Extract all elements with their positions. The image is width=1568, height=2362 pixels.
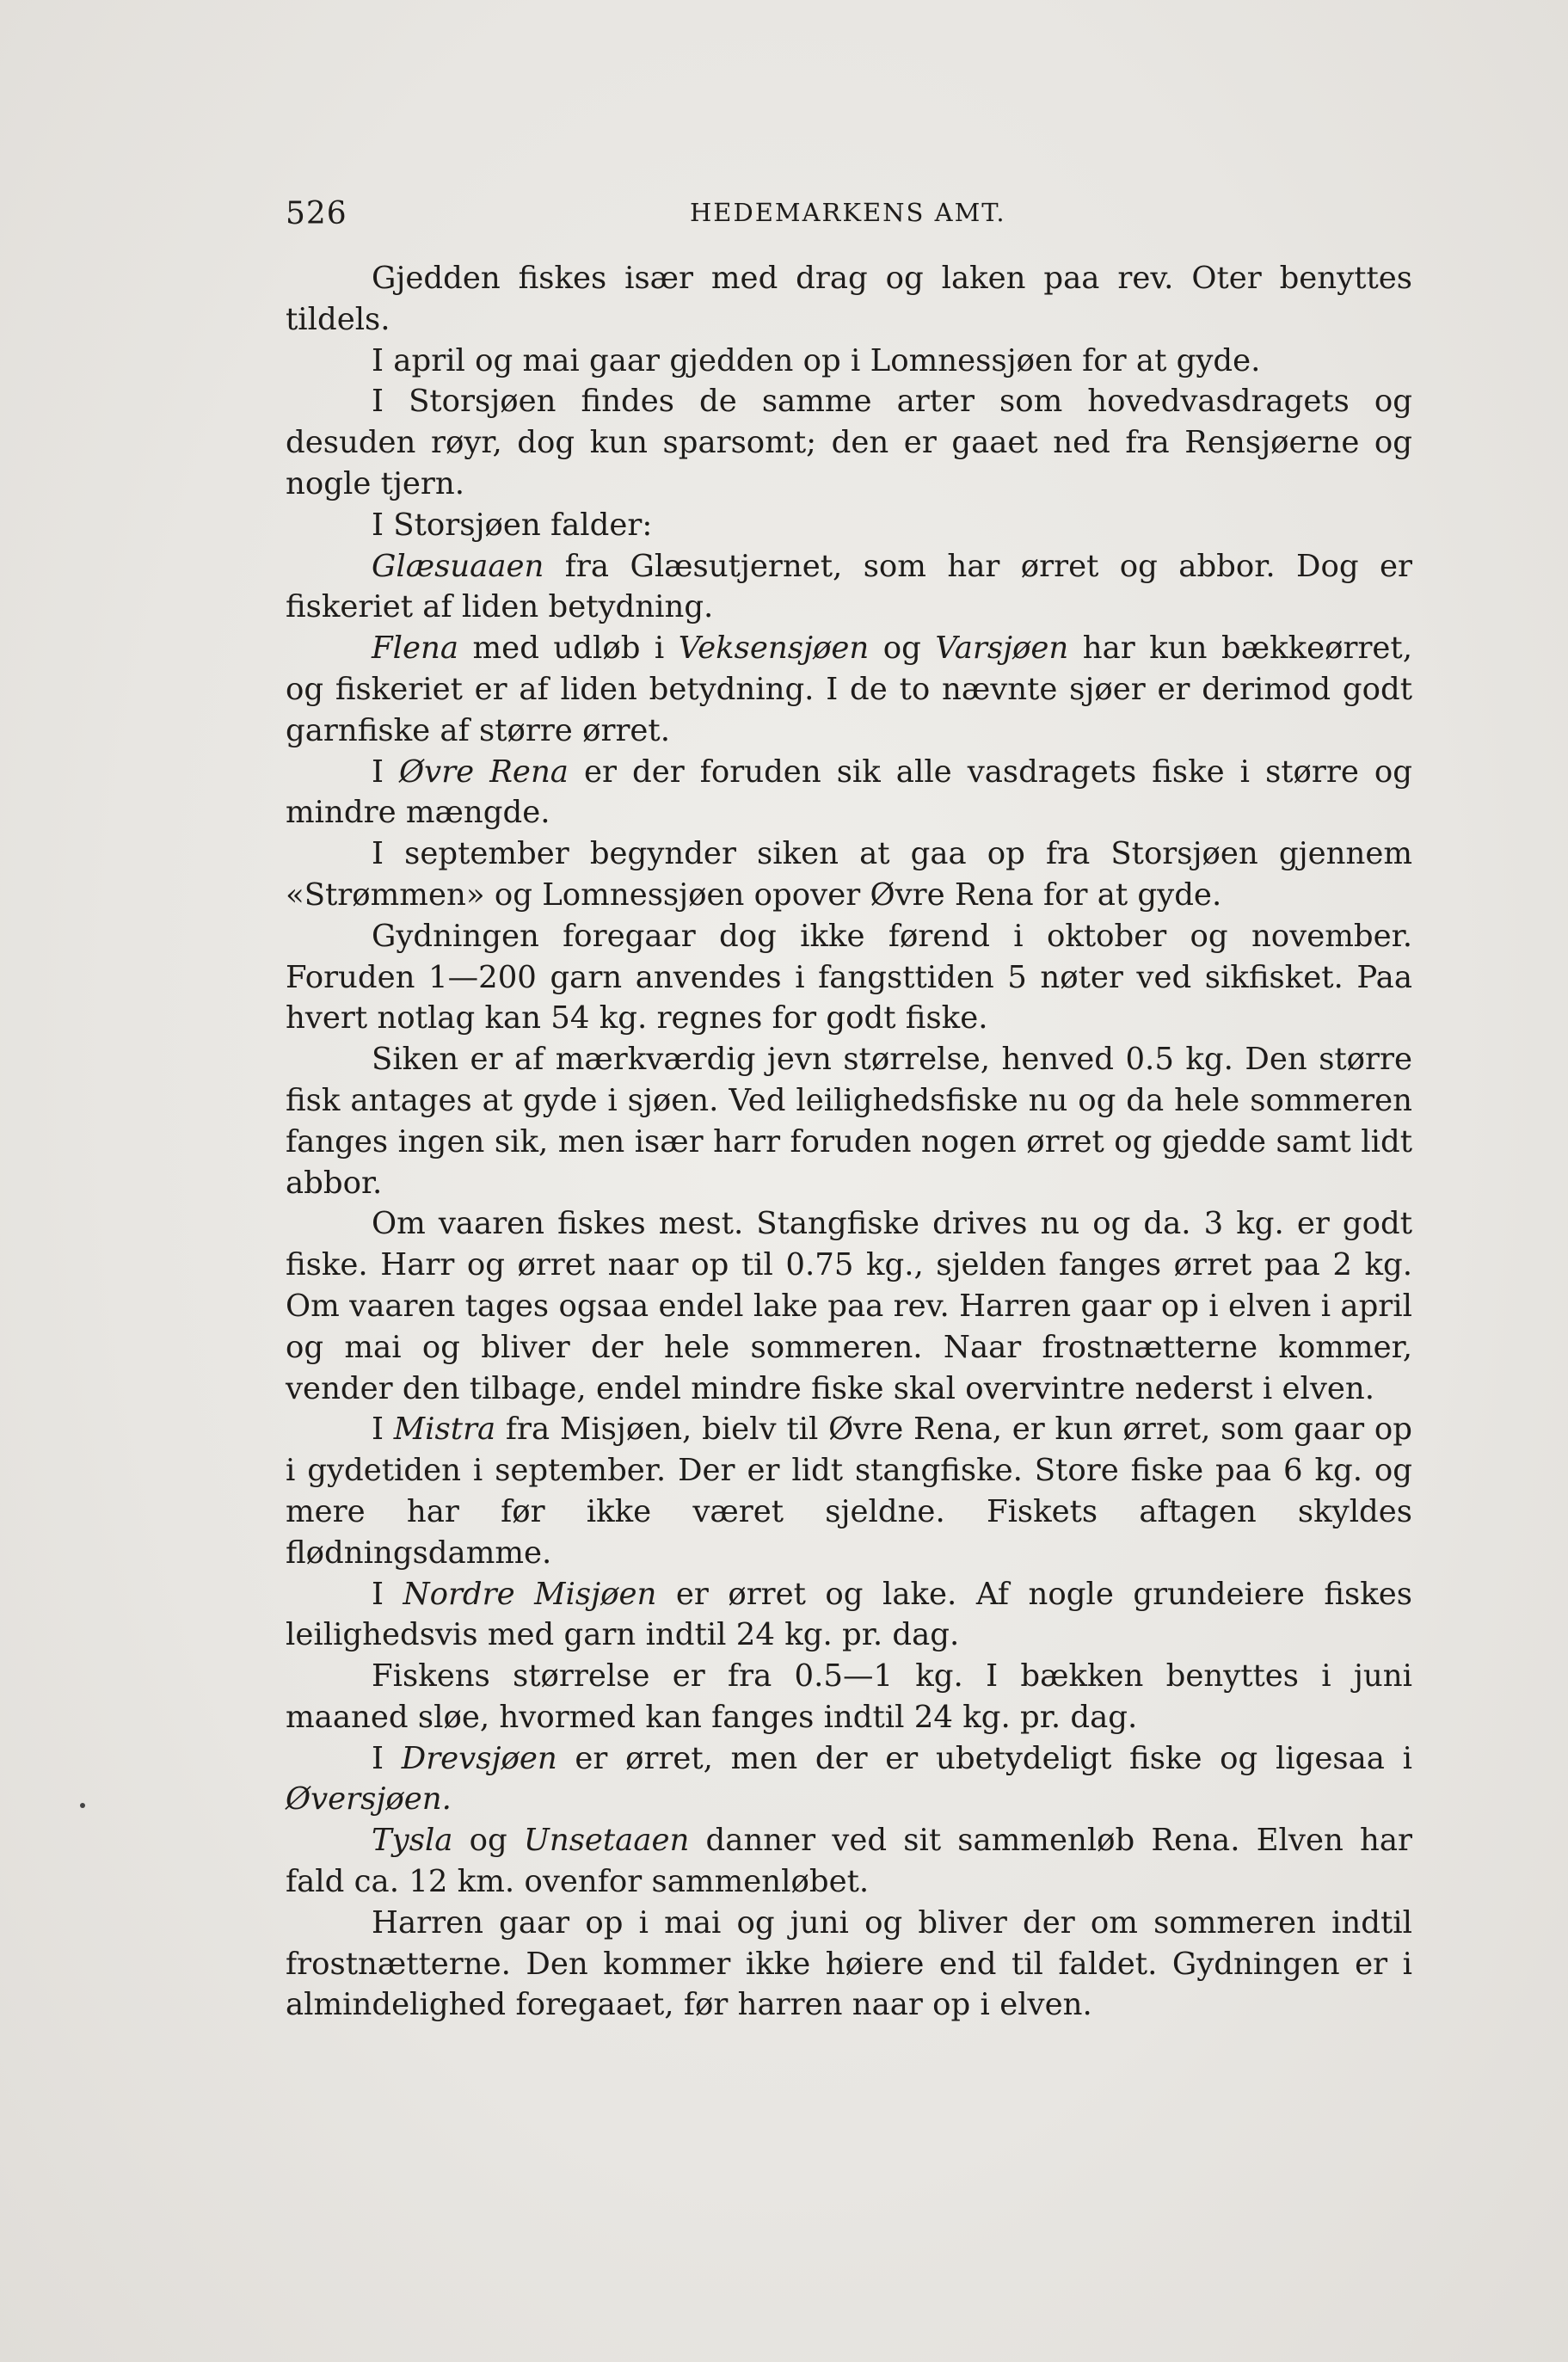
- place-name: Veksensjøen: [678, 630, 870, 667]
- place-name: Flena: [372, 630, 459, 667]
- paragraph: [286, 1574, 1412, 1657]
- text-run: fra Misjøen, bielv til Øvre Rena, er kun ørret, som gaar op i gydetiden i september. Der er lidt stangfiske. Store fiske paa 6 kg. og mere har før ikke været sjeldne. Fiskets aftagen skyldes flødningsdamme.: [286, 1412, 1412, 1571]
- margin-speck: [80, 1803, 85, 1808]
- text-run: I september begynder siken at gaa op fra Storsjøen gjennem «Strømmen» og Lomnessjøen opover Øvre Rena for at gyde.: [286, 836, 1412, 913]
- text-run: I: [372, 1740, 402, 1776]
- text-run: I april og mai gaar gjedden op i Lomnessjøen for at gyde.: [372, 342, 1261, 378]
- paragraph: [286, 381, 1412, 504]
- text-run: I: [372, 1412, 394, 1448]
- paragraph: [286, 1409, 1412, 1573]
- text-run: Siken er af mærkværdig jevn størrelse, henved 0.5 kg. Den større fisk antages at gyde i sjøen. Ved leilighedsfiske nu og da hele sommeren fanges ingen sik, men især harr foruden nogen ørret og gjedde samt lidt abbor.: [286, 1042, 1412, 1201]
- text-run: I: [372, 754, 400, 790]
- text-run: danner ved sit sammenløb Rena. Elven har fald ca. 12 km. ovenfor sammenløbet.: [286, 1823, 1412, 1900]
- text-run: Gydningen foregaar dog ikke førend i oktober og november. Foruden 1—200 garn anvendes i fangsttiden 5 nøter ved sikfisket. Paa hvert notlag kan 54 kg. regnes for godt fiske.: [286, 918, 1412, 1036]
- text-run: Gjedden fiskes især med drag og laken paa rev. Oter benyttes tildels.: [286, 261, 1412, 337]
- running-title: HEDEMARKENS AMT.: [690, 198, 1006, 227]
- text-run: Om vaaren fiskes mest. Stangfiske drives nu og da. 3 kg. er godt fiske. Harr og ørret naar op til 0.75 kg., sjelden fanges ørret paa 2 kg. Om vaaren tages ogsaa endel lake paa rev. Harren gaar op i elven i april og mai og bliver der hele sommeren. Naar frostnætterne kommer, vender den tilbage, endel mindre fiske skal overvintre nederst i elven.: [286, 1206, 1412, 1406]
- text-run: er ørret, men der er ubetydeligt fiske og ligesaa i: [556, 1740, 1412, 1776]
- text-run: Fiskens størrelse er fra 0.5—1 kg. I bækken benyttes i juni maaned sløe, hvormed kan fanges indtil 24 kg. pr. dag.: [286, 1658, 1412, 1735]
- text-run: Harren gaar op i mai og juni og bliver der om sommeren indtil frostnætterne. Den kommer ikke høiere end til faldet. Gydningen er i almindelighed foregaaet, før harren naar op i elven.: [286, 1904, 1412, 2023]
- paragraph: [286, 1738, 1412, 1821]
- place-name: Mistra: [393, 1412, 496, 1448]
- text-run: med udløb i: [458, 630, 679, 667]
- text-run: I Storsjøen findes de samme arter som hovedvasdragets og desuden røyr, dog kun sparsomt; den er gaaet ned fra Rensjøerne og nogle tjern.: [286, 384, 1412, 501]
- paragraph: [286, 1203, 1412, 1409]
- place-name: Øvre Rena: [399, 754, 569, 790]
- text-run: er ørret og lake. Af nogle grundeiere fiskes leilighedsvis med garn indtil 24 kg. pr. dag.: [286, 1576, 1412, 1653]
- paragraph: [286, 1903, 1412, 2026]
- text-run: og: [452, 1823, 524, 1859]
- paragraph: [286, 1820, 1412, 1903]
- body-text: [286, 258, 1412, 2026]
- text-run: fra Glæsutjernet, som har ørret og abbor. Dog er fiskeriet af liden betydning.: [286, 548, 1412, 625]
- text-run: I: [372, 1576, 403, 1612]
- text-run: og: [869, 630, 936, 667]
- text-run: har kun bækkeørret, og fiskeriet er af liden betydning. I de to nævnte sjøer er derimod godt garnfiske af større ørret.: [286, 630, 1412, 748]
- paragraph: [286, 752, 1412, 834]
- text-run: er der foruden sik alle vasdragets fiske i større og mindre mængde.: [286, 754, 1412, 831]
- place-name: Glæsuaaen: [372, 548, 544, 584]
- paragraph: [286, 546, 1412, 629]
- paragraph: [286, 341, 1412, 382]
- paragraph: [286, 1656, 1412, 1738]
- text-run: I Storsjøen falder:: [372, 507, 653, 543]
- paragraph: [286, 505, 1412, 546]
- page-header: [286, 189, 1404, 241]
- place-name: Unsetaaen: [523, 1823, 690, 1859]
- place-name: Øversjøen.: [286, 1781, 452, 1818]
- place-name: Drevsjøen: [401, 1740, 557, 1776]
- paragraph: [286, 833, 1412, 916]
- paragraph: [286, 258, 1412, 341]
- paragraph: [286, 628, 1412, 751]
- place-name: Nordre Misjøen: [403, 1576, 657, 1612]
- page-number: 526: [286, 196, 347, 231]
- paragraph: [286, 916, 1412, 1039]
- paragraph: [286, 1039, 1412, 1203]
- place-name: Tysla: [372, 1823, 453, 1859]
- place-name: Varsjøen: [935, 630, 1069, 667]
